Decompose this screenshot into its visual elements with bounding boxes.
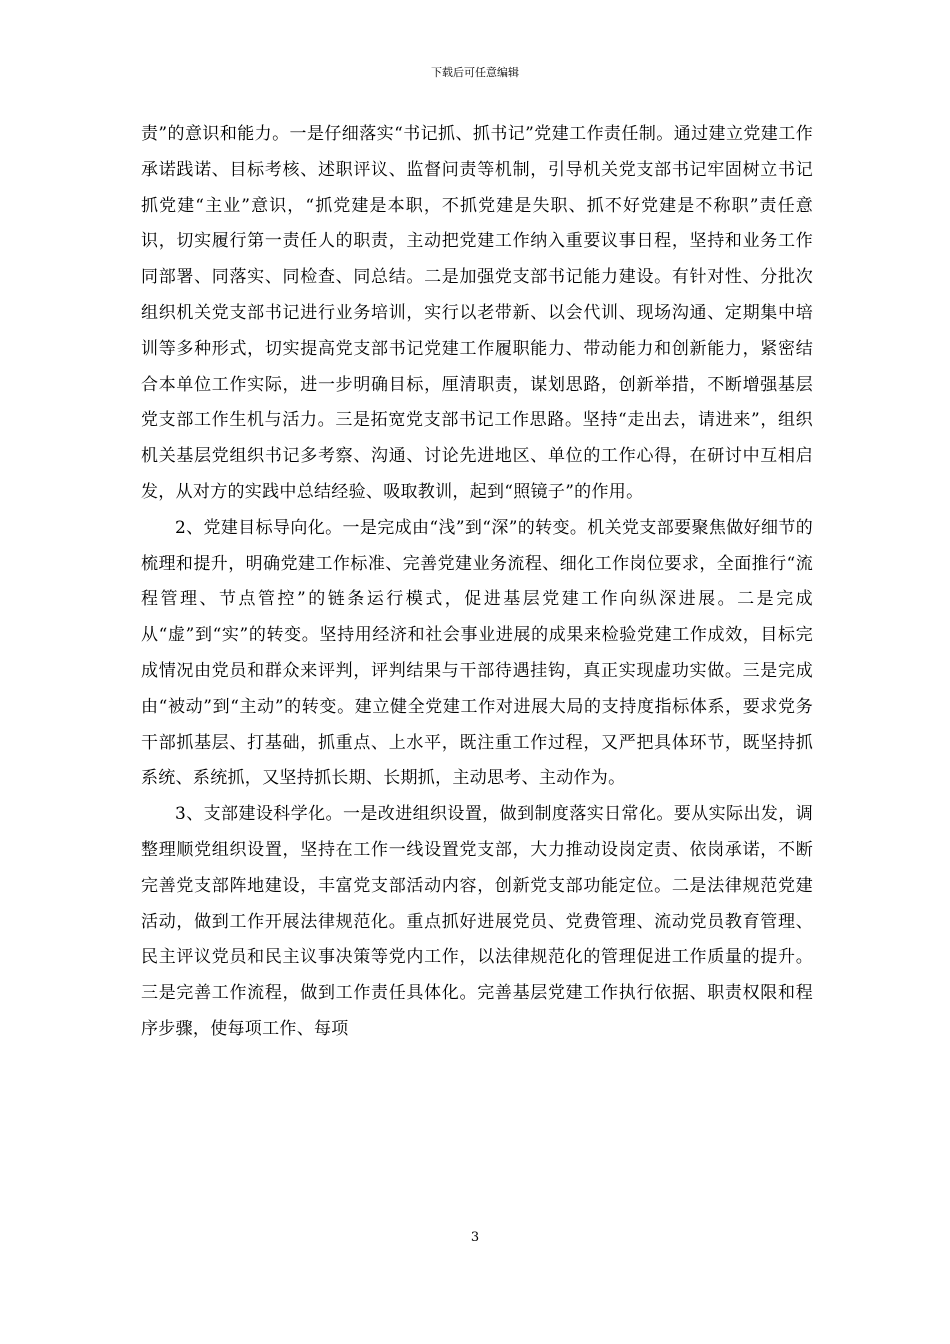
document-body bbox=[141, 117, 813, 1048]
paragraph-3: 3、支部建设科学化。一是改进组织设置，做到制度落实日常化。要从实际出发，调整理顺党组织设置，坚持在工作一线设置党支部，大力推动设岗定责、依岗承诺，不断完善党支部阵地建设，丰富党支部活动内容，创新党支部功能定位。二是法律规范党建活动，做到工作开展法律规范化。重点抓好进展党员、党费管理、流动党员教育管理、民主评议党员和民主议事决策等党内工作，以法律规范化的管理促进工作质量的提升。三是完善工作流程，做到工作责任具体化。完善基层党建工作执行依据、职责权限和程序步骤，使每项工作、每项 bbox=[141, 804, 813, 1039]
page-header: 下载后可任意编辑 bbox=[431, 66, 519, 79]
paragraph-continued: 责”的意识和能力。一是仔细落实“书记抓、抓书记”党建工作责任制。通过建立党建工作承诺践诺、目标考核、述职评议、监督问责等机制，引导机关党支部书记牢固树立书记抓党建“主业”意识，“抓党建是本职，不抓党建是失职、抓不好党建是不称职”责任意识，切实履行第一责任人的职责，主动把党建工作纳入重要议事日程，坚持和业务工作同部署、同落实、同检查、同总结。二是加强党支部书记能力建设。有针对性、分批次组织机关党支部书记进行业务培训，实行以老带新、以会代训、现场沟通、定期集中培训等多种形式，切实提高党支部书记党建工作履职能力、带动能力和创新能力，紧密结合本单位工作实际，进一步明确目标，厘清职责，谋划思路，创新举措，不断增强基层党支部工作生机与活力。三是拓宽党支部书记工作思路。坚持“走出去，请进来”，组织机关基层党组织书记多考察、沟通、讨论先进地区、单位的工作心得，在研讨中互相启发，从对方的实践中总结经验、吸取教训，起到“照镜子”的作用。 bbox=[141, 124, 813, 502]
paragraph-2: 2、党建目标导向化。一是完成由“浅”到“深”的转变。机关党支部要聚焦做好细节的梳理和提升，明确党建工作标准、完善党建业务流程、细化工作岗位要求，全面推行“流程管理、节点管控”的链条运行模式，促进基层党建工作向纵深进展。二是完成从“虚”到“实”的转变。坚持用经济和社会事业进展的成果来检验党建工作成效，目标完成情况由党员和群众来评判，评判结果与干部待遇挂钩，真正实现虚功实做。三是完成由“被动”到“主动”的转变。建立健全党建工作对进展大局的支持度指标体系，要求党务干部抓基层、打基础，抓重点、上水平，既注重工作过程，又严把具体环节，既坚持抓系统、系统抓，又坚持抓长期、长期抓，主动思考、主动作为。 bbox=[141, 517, 813, 789]
page-number: 3 bbox=[470, 1230, 480, 1245]
